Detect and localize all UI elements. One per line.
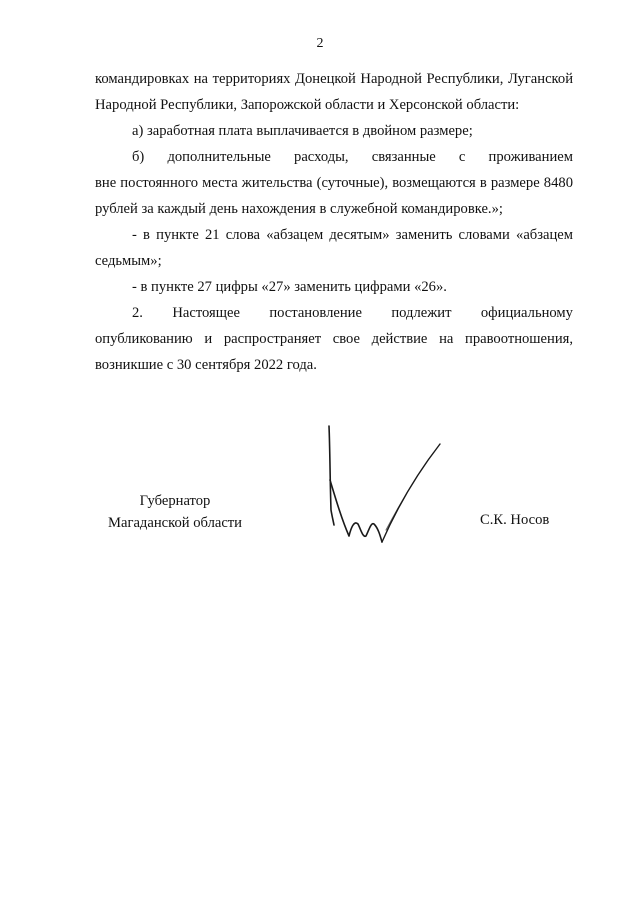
signatory-title-line1: Губернатор bbox=[139, 493, 211, 509]
page-number: 2 bbox=[316, 36, 324, 51]
intro-paragraph: командировках на территориях Донецкой Народной Республики, Луганской Народной Республики, Запорожской области и Херсонской области: bbox=[95, 71, 573, 113]
point-2-paragraph bbox=[95, 300, 573, 378]
item-b-rest: вне постоянного места жительства (суточные), возмещаются в размере 8480 рублей за каждый день нахождения в служебной командировке.»; bbox=[95, 175, 573, 217]
document-body bbox=[95, 66, 573, 378]
item-b-word: связанные bbox=[371, 149, 436, 165]
point-2-word: постановление bbox=[269, 305, 362, 321]
signatory-title bbox=[95, 490, 255, 534]
item-b-word: дополнительные bbox=[167, 149, 271, 165]
item-27-paragraph: - в пункте 27 цифры «27» заменить цифрами «26». bbox=[132, 279, 447, 295]
point-2-word: подлежит bbox=[391, 305, 452, 321]
item-b-word: проживанием bbox=[488, 149, 573, 165]
item-21-paragraph: - в пункте 21 слова «абзацем десятым» заменить словами «абзацем седьмым»; bbox=[95, 227, 573, 269]
point-2-rest: опубликованию и распространяет свое действие на правоотношения, возникшие с 30 сентября 2022 года. bbox=[95, 331, 573, 373]
signatory-name: С.К. Носов bbox=[480, 512, 550, 528]
point-2-first-line bbox=[95, 300, 573, 326]
item-b-word: расходы, bbox=[294, 149, 349, 165]
point-2-word: Настоящее bbox=[172, 305, 240, 321]
item-b-word: б) bbox=[132, 149, 145, 165]
handwritten-signature bbox=[316, 420, 456, 550]
point-2-word: официальному bbox=[480, 305, 573, 321]
signatory-title-line2: Магаданской области bbox=[108, 515, 242, 531]
item-b-paragraph bbox=[95, 144, 573, 222]
point-2-word: 2. bbox=[132, 305, 143, 321]
item-a-paragraph: а) заработная плата выплачивается в двойном размере; bbox=[132, 123, 473, 139]
item-b-word: с bbox=[458, 149, 466, 165]
item-b-first-line bbox=[95, 144, 573, 170]
